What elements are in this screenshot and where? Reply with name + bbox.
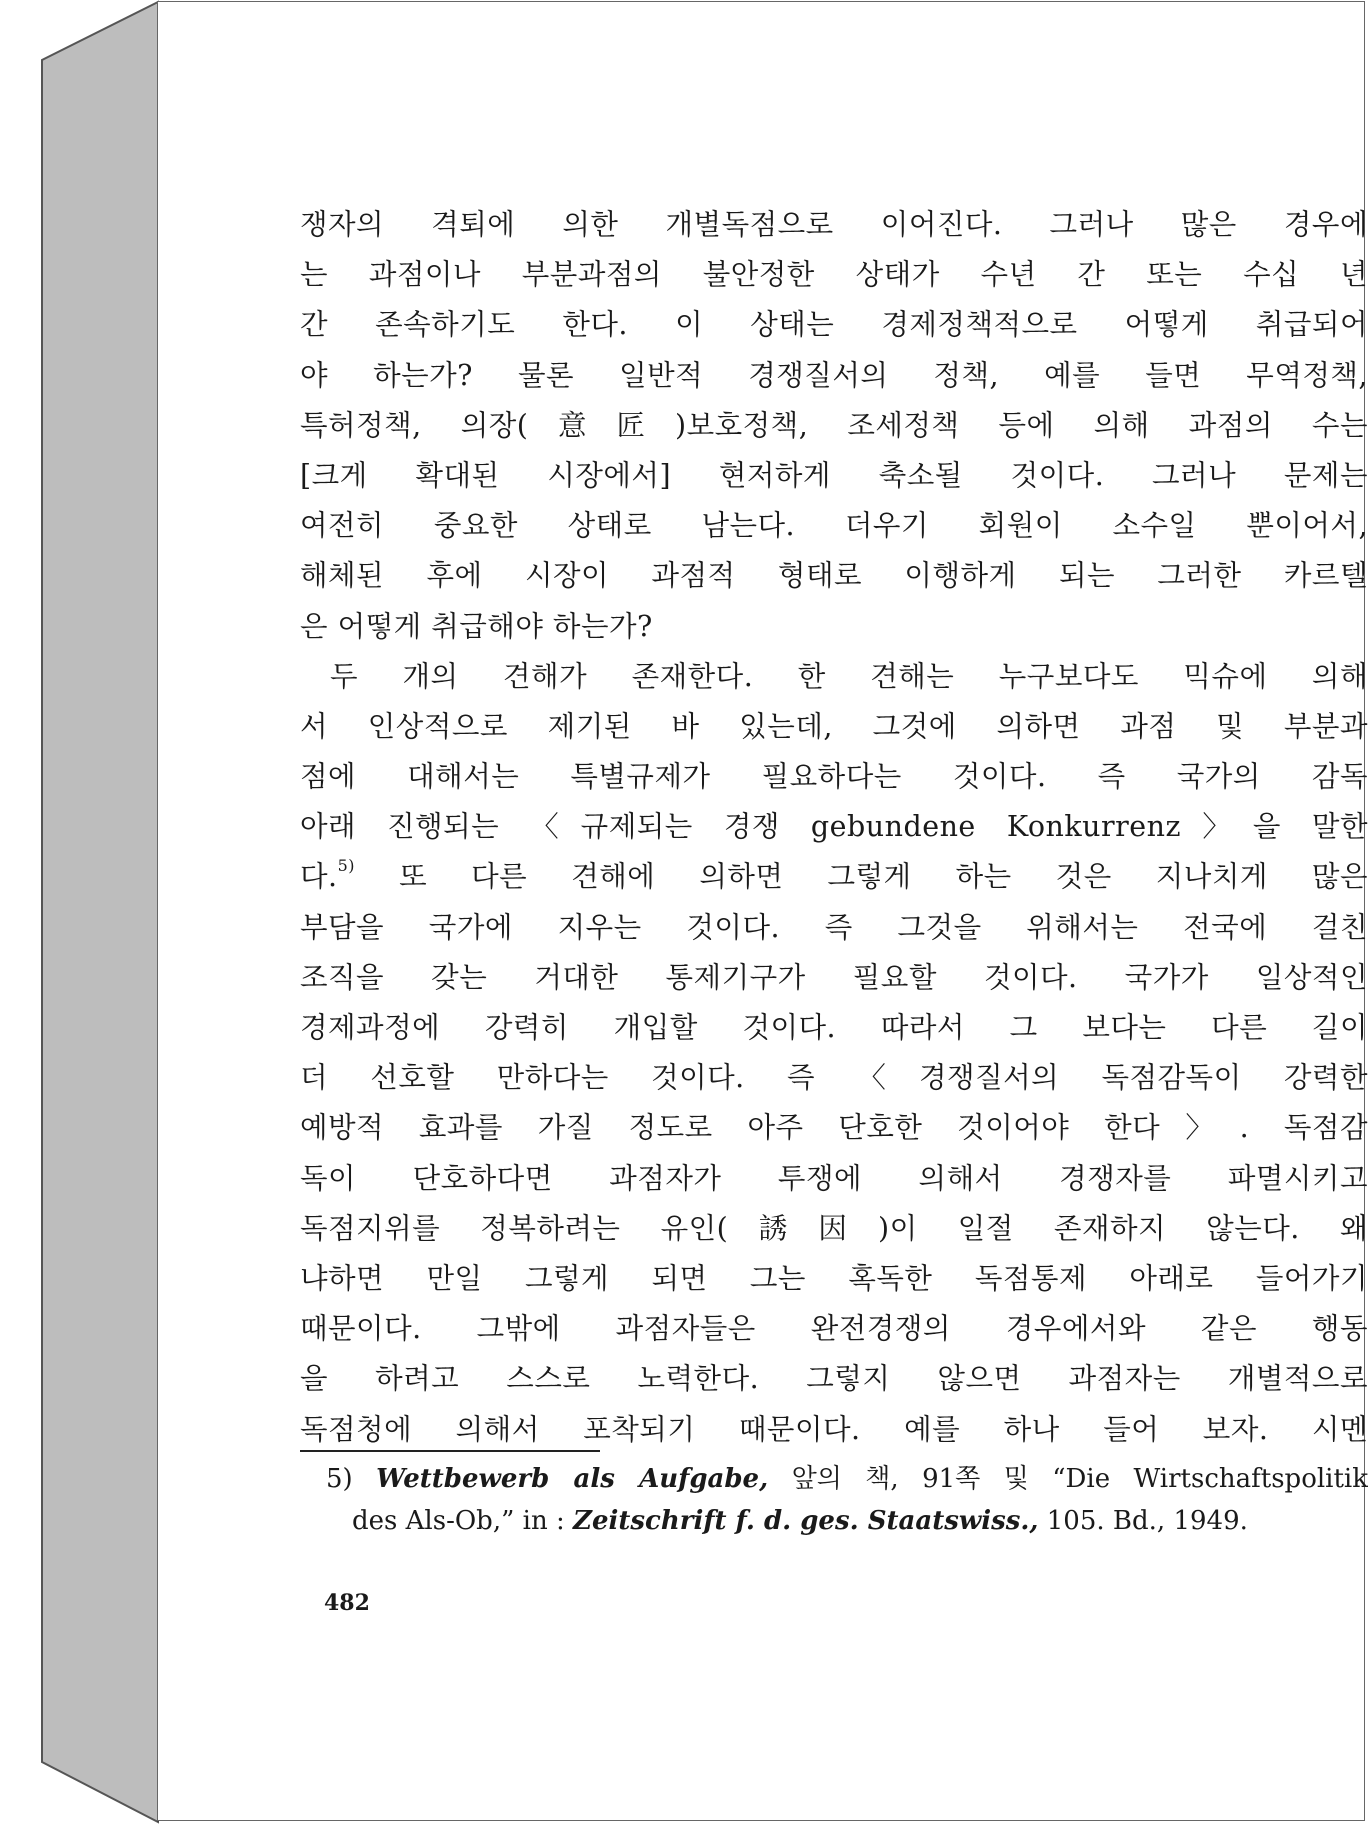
- text-line: 더 선호할 만하다는 것이다. 즉 〈경쟁질서의 독점감독이 강력한: [300, 1061, 1368, 1095]
- text-line: 아래 진행되는 〈규제되는 경쟁 gebundene Konkurrenz〉을 말한: [300, 810, 1368, 844]
- text-line: 야 하는가? 물론 일반적 경쟁질서의 정책, 예를 들면 무역정책,: [300, 358, 1368, 392]
- text-line: 점에 대해서는 특별규제가 필요하다는 것이다. 즉 국가의 감독: [300, 760, 1368, 794]
- book-page: [158, 2, 1368, 1820]
- text-line: 냐하면 만일 그렇게 되면 그는 혹독한 독점통제 아래로 들어가기: [300, 1261, 1368, 1295]
- text-line-paragraph-start: 두 개의 견해가 존재한다. 한 견해는 누구보다도 믹슈에 의해: [330, 659, 1368, 693]
- body-text: [300, 200, 1368, 1455]
- text-line: 독점지위를 정복하려는 유인(誘因)이 일절 존재하지 않는다. 왜: [300, 1211, 1368, 1245]
- footnote-line: [326, 1458, 1368, 1500]
- page-number: 482: [324, 1590, 370, 1616]
- footnote-divider: [300, 1450, 600, 1452]
- footnote-text: 앞의 책, 91쪽 및 “Die Wirtschaftspolitik: [768, 1464, 1368, 1494]
- footnote: [326, 1458, 1368, 1542]
- footnote-text: des Als-Ob,” in :: [352, 1506, 573, 1536]
- text-line: 때문이다. 그밖에 과점자들은 완전경쟁의 경우에서와 같은 행동: [300, 1312, 1368, 1346]
- book-page-stack-side: [42, 2, 158, 1822]
- text-line: 는 과점이나 부분과점의 불안정한 상태가 수년 간 또는 수십 년: [300, 258, 1368, 292]
- text-line: 쟁자의 격퇴에 의한 개별독점으로 이어진다. 그러나 많은 경우에: [300, 208, 1368, 241]
- footnote-number: 5): [326, 1464, 353, 1494]
- text-line: 은 어떻게 취급해야 하는가?: [300, 609, 653, 643]
- footnote-book-title: Wettbewerb als Aufgabe,: [376, 1464, 769, 1494]
- text-line: 경제과정에 강력히 개입할 것이다. 따라서 그 보다는 다른 길이: [300, 1011, 1368, 1044]
- text-line: 특허정책, 의장(意匠)보호정책, 조세정책 등에 의해 과점의 수는: [300, 408, 1368, 442]
- footnote-reference[interactable]: 5): [337, 856, 356, 876]
- text-line: 부담을 국가에 지우는 것이다. 즉 그것을 위해서는 전국에 걸친: [300, 910, 1368, 944]
- text-line: 예방적 효과를 가질 정도로 아주 단호한 것이어야 한다〉. 독점감: [300, 1111, 1368, 1145]
- text-line: 조직을 갖는 거대한 통제기구가 필요할 것이다. 국가가 일상적인: [300, 960, 1368, 994]
- text-line: 해체된 후에 시장이 과점적 형태로 이행하게 되는 그러한 카르텔: [300, 559, 1368, 593]
- text-line: 독점청에 의해서 포착되기 때문이다. 예를 하나 들어 보자. 시멘: [300, 1412, 1368, 1446]
- text-line: 간 존속하기도 한다. 이 상태는 경제정책적으로 어떻게 취급되어: [300, 308, 1368, 342]
- footnote-line: [326, 1500, 1368, 1542]
- footnote-text: 105. Bd., 1949.: [1038, 1506, 1248, 1536]
- text-line: [크게 확대된 시장에서] 현저하게 축소될 것이다. 그러나 문제는: [300, 458, 1368, 492]
- text-line-with-footnote-ref: [300, 852, 1368, 902]
- text-line: 을 하려고 스스로 노력한다. 그렇지 않으면 과점자는 개별적으로: [300, 1362, 1368, 1396]
- line-rest: 또 다른 견해에 의하면 그렇게 하는 것은 지나치게 많은: [399, 860, 1368, 894]
- text-line: 서 인상적으로 제기된 바 있는데, 그것에 의하면 과점 및 부분과: [300, 709, 1368, 743]
- text-line: 독이 단호하다면 과점자가 투쟁에 의해서 경쟁자를 파멸시키고: [300, 1161, 1368, 1195]
- text-line: 여전히 중요한 상태로 남는다. 더우기 회원이 소수일 뿐이어서,: [300, 509, 1368, 543]
- line-prefix: 다.: [300, 860, 338, 894]
- footnote-journal-title: Zeitschrift f. d. ges. Staatswiss.,: [573, 1506, 1039, 1536]
